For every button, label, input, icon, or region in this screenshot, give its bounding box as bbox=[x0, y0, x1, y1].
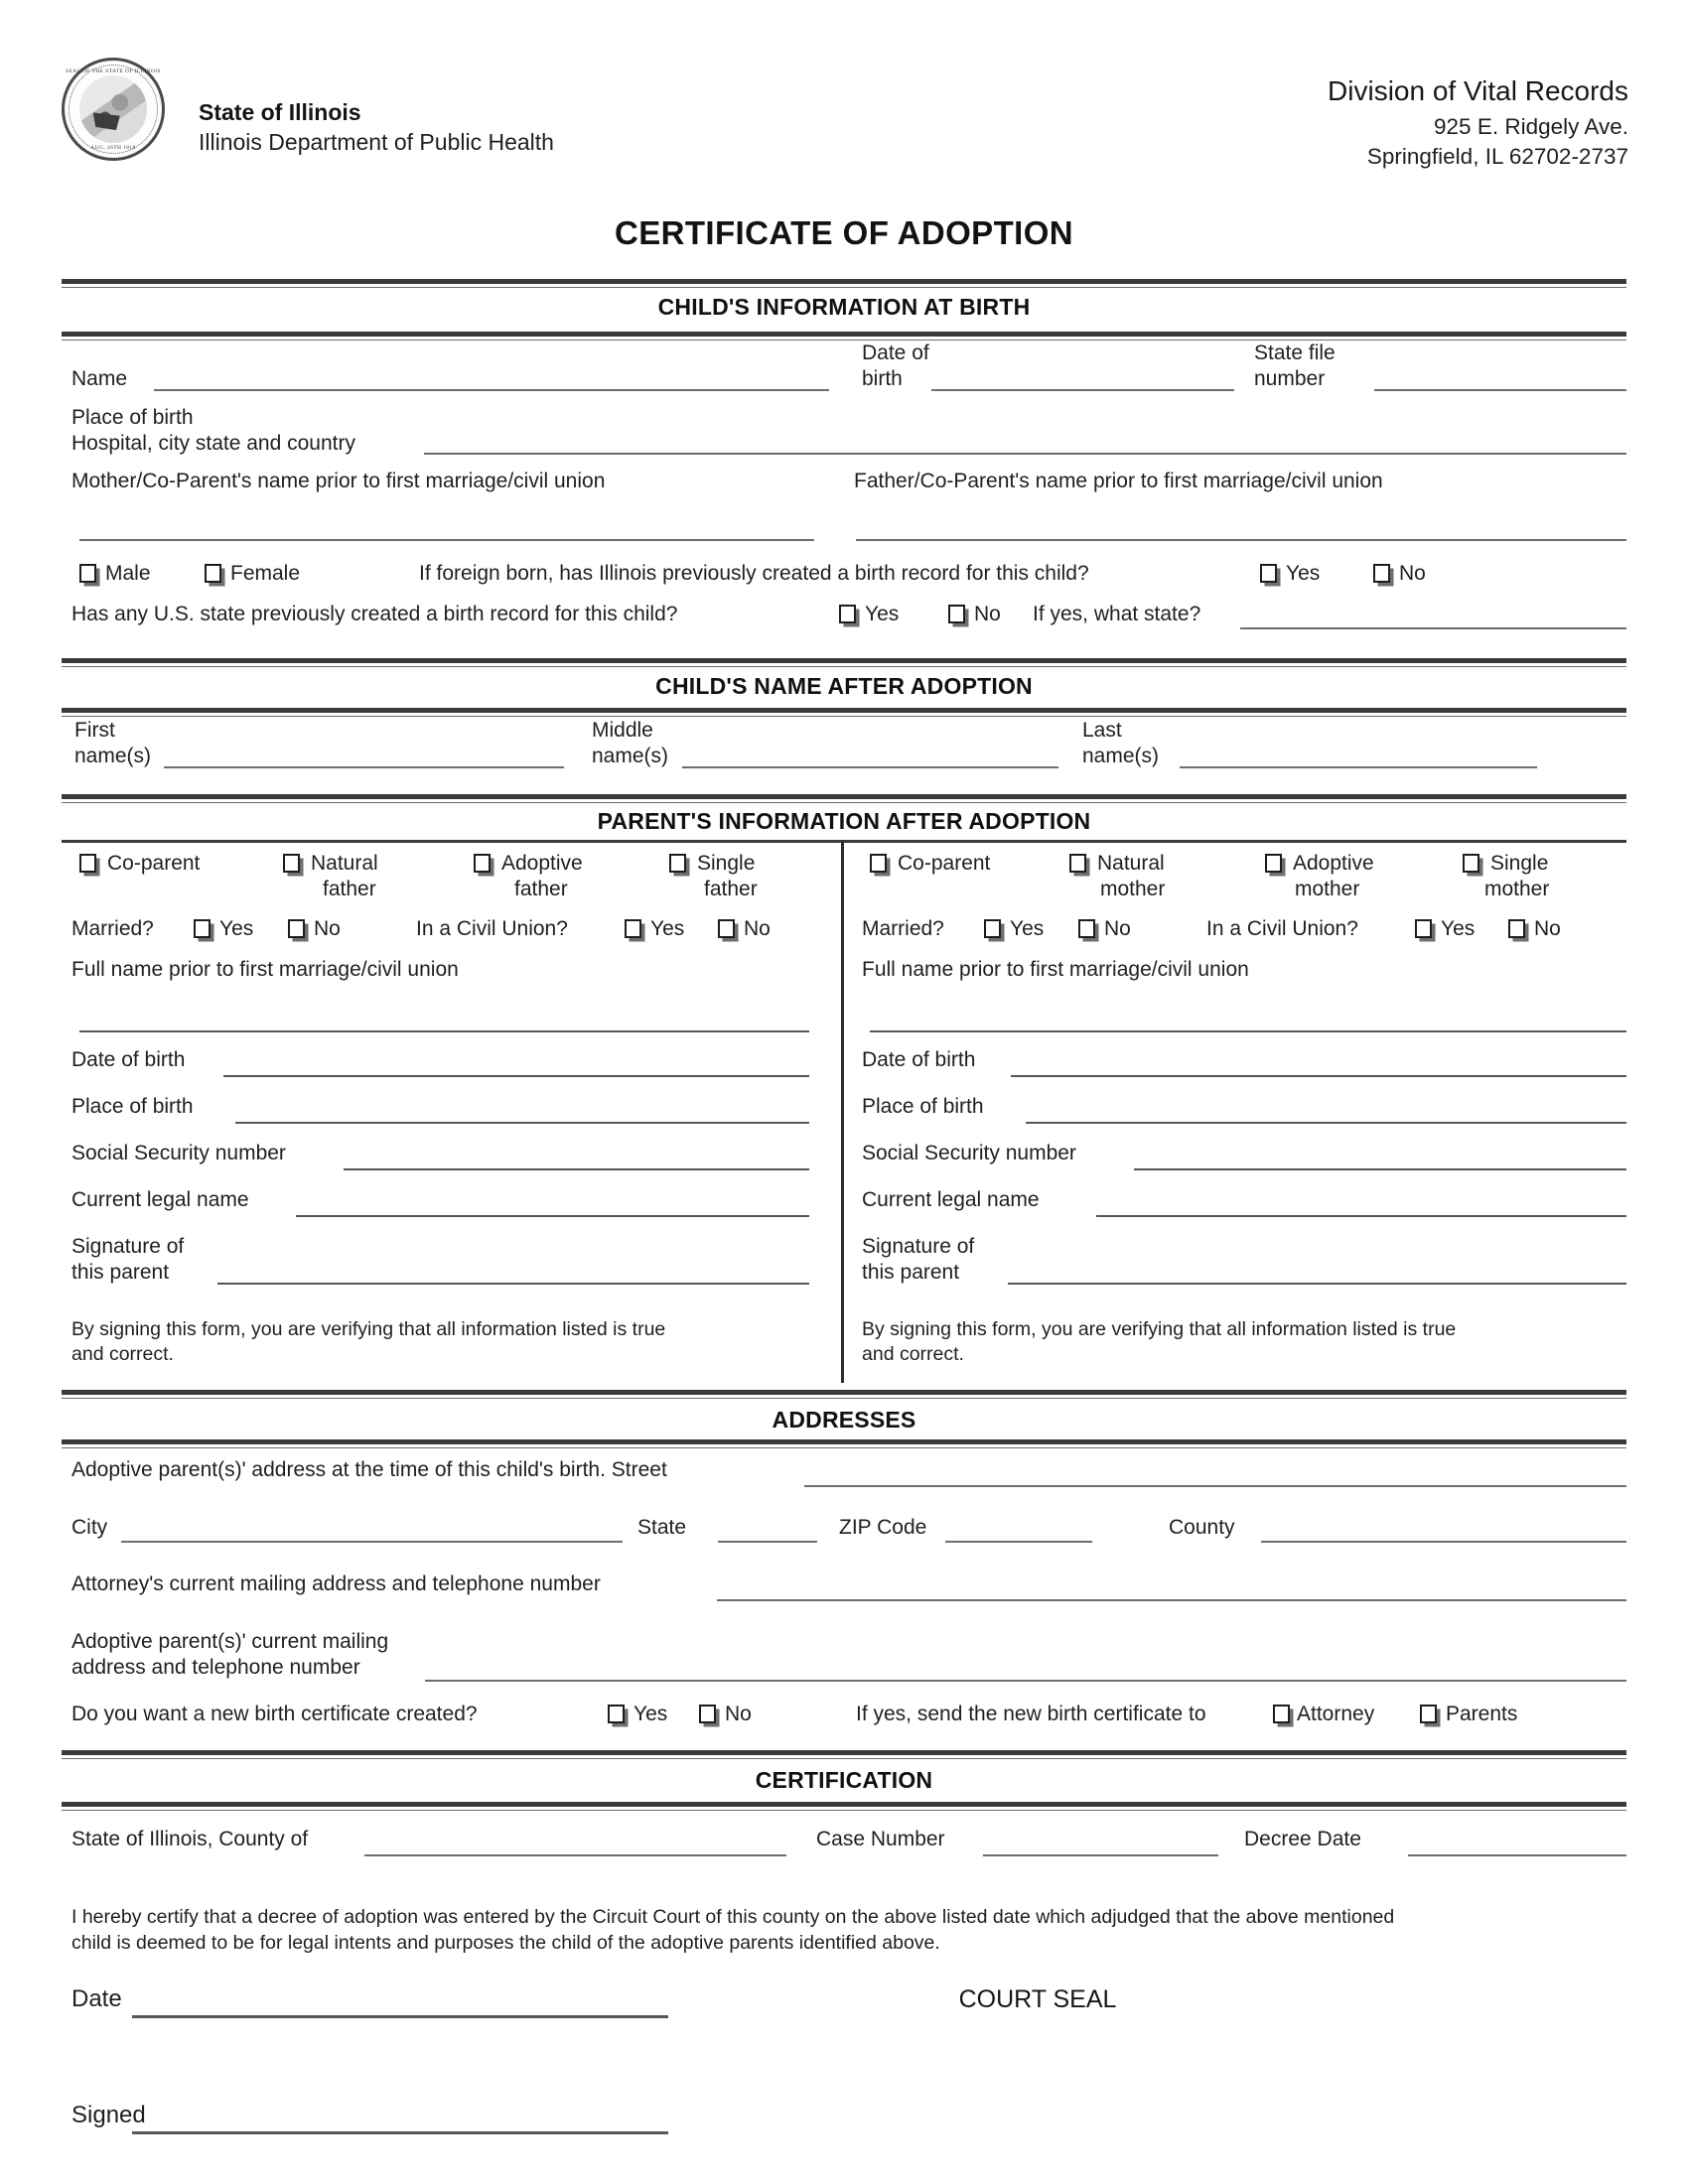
checkbox-left-married-no[interactable] bbox=[288, 919, 305, 938]
label-right-signature-line1: Signature of bbox=[862, 1235, 975, 1258]
label-right-married-no: No bbox=[1104, 917, 1131, 940]
after-middle-label-line1: Middle bbox=[592, 719, 653, 742]
parent-mailing-input[interactable] bbox=[425, 1680, 1626, 1682]
checkbox-foreign-no[interactable] bbox=[1373, 564, 1390, 583]
seal-top-text: SEAL OF THE STATE OF ILLINOIS bbox=[66, 68, 161, 74]
mother-prior-name-input[interactable] bbox=[79, 539, 814, 541]
label-send-attorney: Attorney bbox=[1297, 1703, 1375, 1725]
label-right-dob: Date of birth bbox=[862, 1048, 976, 1071]
checkbox-send-attorney[interactable] bbox=[1273, 1705, 1290, 1723]
label-left-married-no: No bbox=[314, 917, 341, 940]
page-title: CERTIFICATE OF ADOPTION bbox=[614, 214, 1073, 251]
section-divider bbox=[62, 1750, 1626, 1755]
checkbox-left-married-yes[interactable] bbox=[194, 919, 211, 938]
cert-signed-input[interactable] bbox=[132, 2131, 668, 2134]
mother-prior-name-label: Mother/Co-Parent's name prior to first marriage/civil union bbox=[71, 470, 606, 492]
checkbox-right-married-yes[interactable] bbox=[984, 919, 1001, 938]
child-dob-input[interactable] bbox=[931, 389, 1234, 391]
state-input[interactable] bbox=[718, 1541, 817, 1543]
label-left-civil-union: In a Civil Union? bbox=[416, 917, 568, 940]
checkbox-new-cert-no[interactable] bbox=[699, 1705, 716, 1723]
label-left-current-legal-name: Current legal name bbox=[71, 1188, 249, 1211]
label-right-full-name-prior: Full name prior to first marriage/civil union bbox=[862, 958, 1249, 981]
organization-subtitle: Illinois Department of Public Health bbox=[199, 129, 554, 155]
cert-date-input[interactable] bbox=[132, 2015, 668, 2018]
right-ssn-input[interactable] bbox=[1134, 1168, 1626, 1170]
label-left-natural-line1: Natural bbox=[311, 852, 378, 875]
right-dob-input[interactable] bbox=[1011, 1075, 1626, 1077]
checkbox-left-natural[interactable] bbox=[283, 854, 300, 873]
label-left-coparent: Co-parent bbox=[107, 852, 201, 875]
after-first-label-line2: name(s) bbox=[74, 745, 152, 767]
label-cert-date: Date bbox=[71, 1985, 122, 2012]
zip-code-input[interactable] bbox=[945, 1541, 1092, 1543]
section-divider-top bbox=[62, 279, 1626, 284]
checkbox-right-coparent[interactable] bbox=[870, 854, 887, 873]
label-parent-mailing-line2: address and telephone number bbox=[71, 1656, 360, 1679]
parent-columns-divider bbox=[841, 840, 844, 1383]
checkbox-sex-male[interactable] bbox=[79, 564, 96, 583]
label-left-dob: Date of birth bbox=[71, 1048, 186, 1071]
label-left-married: Married? bbox=[71, 917, 154, 940]
checkbox-left-civil-no[interactable] bbox=[718, 919, 735, 938]
label-right-single-line2: mother bbox=[1484, 878, 1550, 900]
label-send-cert-to: If yes, send the new birth certificate to bbox=[856, 1703, 1206, 1725]
label-right-single-line1: Single bbox=[1490, 852, 1549, 875]
section-heading-addresses: ADDRESSES bbox=[772, 1407, 916, 1433]
county-input[interactable] bbox=[1261, 1541, 1626, 1543]
label-right-civil-no: No bbox=[1534, 917, 1561, 940]
checkbox-right-single[interactable] bbox=[1463, 854, 1479, 873]
label-left-single-line2: father bbox=[704, 878, 758, 900]
right-attest-line1: By signing this form, you are verifying that all information listed is true bbox=[862, 1318, 1457, 1340]
checkbox-send-parents[interactable] bbox=[1420, 1705, 1437, 1723]
label-left-civil-no: No bbox=[744, 917, 771, 940]
certification-attest-line2: child is deemed to be for legal intents and purposes the child of the adoptive parents identified above. bbox=[71, 1932, 940, 1954]
section-heading-certification: CERTIFICATION bbox=[755, 1767, 933, 1793]
label-foreign-yes: Yes bbox=[1286, 562, 1321, 585]
label-new-cert-question: Do you want a new birth certificate created? bbox=[71, 1703, 478, 1725]
label-sex-male: Male bbox=[105, 562, 151, 585]
label-left-married-yes: Yes bbox=[219, 917, 254, 940]
checkbox-right-natural[interactable] bbox=[1069, 854, 1086, 873]
section-divider bbox=[62, 708, 1626, 713]
label-right-natural-line2: mother bbox=[1100, 878, 1166, 900]
label-right-ssn: Social Security number bbox=[862, 1142, 1076, 1164]
label-right-natural-line1: Natural bbox=[1097, 852, 1165, 875]
label-left-ssn: Social Security number bbox=[71, 1142, 286, 1164]
seal-bottom-text: AUG. 26TH 1818 bbox=[90, 145, 136, 151]
label-right-adoptive-line2: mother bbox=[1295, 878, 1360, 900]
label-birth-time-address: Adoptive parent(s)' address at the time of this child's birth. Street bbox=[71, 1458, 667, 1481]
city-input[interactable] bbox=[121, 1541, 623, 1543]
checkbox-sex-female[interactable] bbox=[205, 564, 221, 583]
after-last-label-line1: Last bbox=[1082, 719, 1122, 742]
left-ssn-input[interactable] bbox=[344, 1168, 809, 1170]
label-left-adoptive-line1: Adoptive bbox=[501, 852, 583, 875]
label-left-full-name-prior: Full name prior to first marriage/civil union bbox=[71, 958, 459, 981]
label-new-cert-no: No bbox=[725, 1703, 752, 1725]
state-file-label-line1: State file bbox=[1254, 341, 1336, 364]
after-middle-label-line2: name(s) bbox=[592, 745, 669, 767]
division-name: Division of Vital Records bbox=[1328, 75, 1628, 106]
place-of-birth-input[interactable] bbox=[424, 453, 1626, 455]
checkbox-right-married-no[interactable] bbox=[1078, 919, 1095, 938]
case-number-input[interactable] bbox=[983, 1854, 1218, 1856]
right-current-legal-name-input[interactable] bbox=[1096, 1215, 1626, 1217]
after-middle-name-input[interactable] bbox=[682, 766, 1058, 768]
checkbox-left-adoptive[interactable] bbox=[474, 854, 491, 873]
label-left-adoptive-line2: father bbox=[514, 878, 568, 900]
state-file-label-line2: number bbox=[1254, 367, 1326, 390]
division-address-line2: Springfield, IL 62702-2737 bbox=[1366, 144, 1628, 169]
label-left-signature-line1: Signature of bbox=[71, 1235, 185, 1258]
right-attest-line2: and correct. bbox=[862, 1343, 964, 1365]
right-signature-input[interactable] bbox=[1008, 1283, 1626, 1285]
section-heading-child-birth: CHILD'S INFORMATION AT BIRTH bbox=[657, 294, 1031, 320]
organization-name: State of Illinois bbox=[199, 99, 361, 125]
label-attorney-address: Attorney's current mailing address and telephone number bbox=[71, 1572, 601, 1595]
label-left-natural-line2: father bbox=[323, 878, 376, 900]
label-left-signature-line2: this parent bbox=[71, 1261, 170, 1284]
label-right-civil-union: In a Civil Union? bbox=[1206, 917, 1358, 940]
us-state-record-question: Has any U.S. state previously created a birth record for this child? bbox=[71, 603, 678, 625]
after-first-label-line1: First bbox=[74, 719, 115, 742]
label-right-coparent: Co-parent bbox=[898, 852, 991, 875]
after-first-name-input[interactable] bbox=[164, 766, 564, 768]
checkbox-right-adoptive[interactable] bbox=[1265, 854, 1282, 873]
checkbox-right-civil-yes[interactable] bbox=[1415, 919, 1432, 938]
label-city: City bbox=[71, 1516, 108, 1539]
father-prior-name-input[interactable] bbox=[856, 539, 1626, 541]
section-heading-parents: PARENT'S INFORMATION AFTER ADOPTION bbox=[597, 808, 1091, 834]
label-left-civil-yes: Yes bbox=[650, 917, 685, 940]
section-divider bbox=[62, 1439, 1626, 1444]
label-left-single-line1: Single bbox=[697, 852, 756, 875]
checkbox-us-yes[interactable] bbox=[839, 605, 856, 623]
label-right-signature-line2: this parent bbox=[862, 1261, 960, 1284]
checkbox-new-cert-yes[interactable] bbox=[608, 1705, 625, 1723]
certification-attest-line1: I hereby certify that a decree of adoption was entered by the Circuit Court of this county on the above listed date which adjudged that the above mentioned bbox=[71, 1906, 1395, 1928]
section-divider bbox=[62, 840, 1626, 843]
left-full-name-prior-input[interactable] bbox=[79, 1030, 809, 1032]
state-file-number-input[interactable] bbox=[1374, 389, 1626, 391]
father-prior-name-label: Father/Co-Parent's name prior to first marriage/civil union bbox=[854, 470, 1383, 492]
if-yes-what-state-label: If yes, what state? bbox=[1033, 603, 1201, 625]
label-cert-signed: Signed bbox=[71, 2102, 146, 2128]
court-seal-label: COURT SEAL bbox=[958, 1985, 1117, 2013]
child-name-label: Name bbox=[71, 367, 128, 390]
checkbox-us-no[interactable] bbox=[948, 605, 965, 623]
checkbox-left-coparent[interactable] bbox=[79, 854, 96, 873]
label-zip-code: ZIP Code bbox=[839, 1516, 927, 1539]
division-address-line1: 925 E. Ridgely Ave. bbox=[1434, 114, 1628, 139]
left-current-legal-name-input[interactable] bbox=[296, 1215, 809, 1217]
label-state: State bbox=[637, 1516, 687, 1539]
right-place-of-birth-input[interactable] bbox=[1026, 1122, 1626, 1124]
label-right-current-legal-name: Current legal name bbox=[862, 1188, 1040, 1211]
section-divider bbox=[62, 332, 1626, 337]
after-last-label-line2: name(s) bbox=[1082, 745, 1160, 767]
illinois-state-seal-icon bbox=[62, 58, 165, 161]
birth-time-street-input[interactable] bbox=[804, 1485, 1626, 1487]
attorney-address-input[interactable] bbox=[717, 1599, 1626, 1601]
label-state-county: State of Illinois, County of bbox=[71, 1828, 309, 1850]
label-send-parents: Parents bbox=[1446, 1703, 1518, 1725]
checkbox-left-single[interactable] bbox=[669, 854, 686, 873]
label-parent-mailing-line1: Adoptive parent(s)' current mailing bbox=[71, 1630, 389, 1653]
label-foreign-no: No bbox=[1399, 562, 1426, 585]
checkbox-foreign-yes[interactable] bbox=[1260, 564, 1277, 583]
county-of-input[interactable] bbox=[364, 1854, 786, 1856]
label-decree-date: Decree Date bbox=[1244, 1828, 1361, 1850]
checkbox-right-civil-no[interactable] bbox=[1508, 919, 1525, 938]
label-case-number: Case Number bbox=[816, 1828, 945, 1850]
section-divider bbox=[62, 1802, 1626, 1807]
child-dob-label-line1: Date of bbox=[862, 341, 929, 364]
label-new-cert-yes: Yes bbox=[633, 1703, 668, 1725]
label-left-place-of-birth: Place of birth bbox=[71, 1095, 194, 1118]
section-divider bbox=[62, 658, 1626, 663]
child-dob-label-line2: birth bbox=[862, 367, 903, 390]
label-right-adoptive-line1: Adoptive bbox=[1293, 852, 1374, 875]
left-place-of-birth-input[interactable] bbox=[235, 1122, 809, 1124]
label-right-place-of-birth: Place of birth bbox=[862, 1095, 984, 1118]
place-of-birth-label-line1: Place of birth bbox=[71, 406, 194, 429]
after-last-name-input[interactable] bbox=[1180, 766, 1537, 768]
left-attest-line1: By signing this form, you are verifying that all information listed is true bbox=[71, 1318, 666, 1340]
decree-date-input[interactable] bbox=[1408, 1854, 1626, 1856]
left-dob-input[interactable] bbox=[223, 1075, 809, 1077]
foreign-born-question: If foreign born, has Illinois previously created a birth record for this child? bbox=[419, 562, 1089, 585]
section-divider bbox=[62, 1390, 1626, 1395]
place-of-birth-label-line2: Hospital, city state and country bbox=[71, 432, 355, 455]
label-county: County bbox=[1169, 1516, 1235, 1539]
label-sex-female: Female bbox=[230, 562, 301, 585]
label-right-married-yes: Yes bbox=[1010, 917, 1045, 940]
right-full-name-prior-input[interactable] bbox=[870, 1030, 1626, 1032]
label-right-married: Married? bbox=[862, 917, 944, 940]
left-attest-line2: and correct. bbox=[71, 1343, 174, 1365]
checkbox-left-civil-yes[interactable] bbox=[625, 919, 641, 938]
left-signature-input[interactable] bbox=[217, 1283, 809, 1285]
section-divider bbox=[62, 794, 1626, 799]
child-name-input[interactable] bbox=[154, 389, 829, 391]
label-right-civil-yes: Yes bbox=[1441, 917, 1476, 940]
if-yes-what-state-input[interactable] bbox=[1240, 627, 1626, 629]
label-us-yes: Yes bbox=[865, 603, 900, 625]
section-heading-child-after: CHILD'S NAME AFTER ADOPTION bbox=[655, 673, 1033, 699]
label-us-no: No bbox=[974, 603, 1001, 625]
